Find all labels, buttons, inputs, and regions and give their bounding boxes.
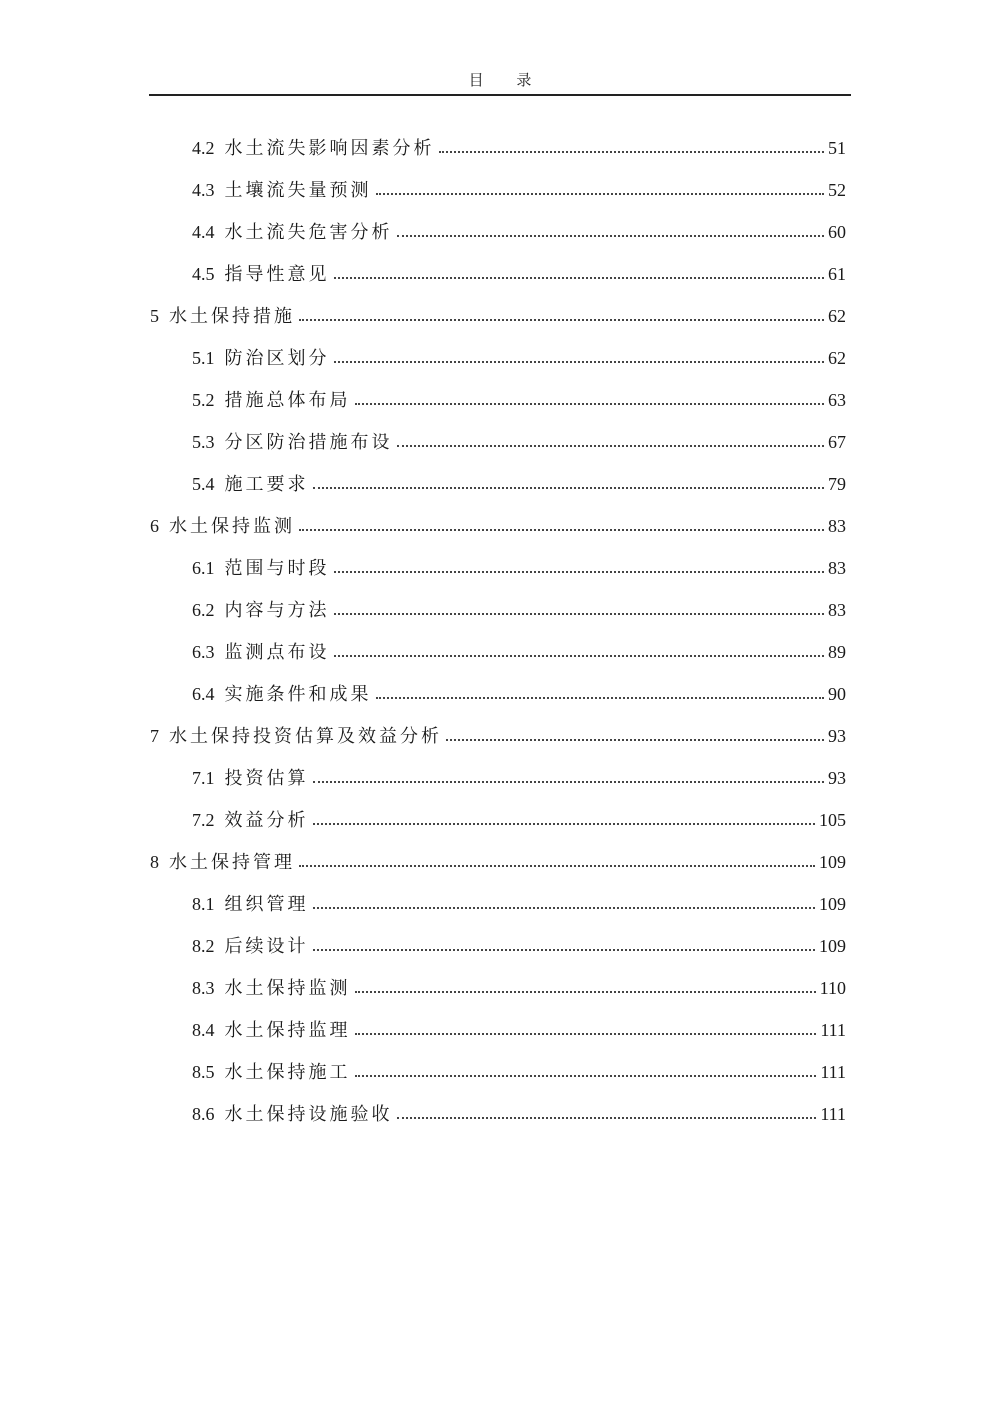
toc-entry-number: 8.5 [192,1062,215,1082]
toc-dot-leader [334,613,825,615]
toc-entry-page: 90 [828,684,846,704]
toc-entry-title: 水土保持监理 [224,1020,351,1041]
toc-dot-leader [376,193,825,195]
toc-dot-leader [299,529,824,531]
toc-entry-number: 6.3 [192,642,215,662]
toc-entry-number: 5 [150,306,159,326]
toc-entry-number: 8.6 [192,1104,215,1124]
toc-entry[interactable] [192,1093,846,1135]
toc-entry-title: 效益分析 [224,810,309,831]
toc-dot-leader [397,235,825,237]
toc-entry-number: 7.2 [192,810,215,830]
toc-entry[interactable] [192,799,846,841]
toc-entry-number: 8 [150,852,159,872]
toc-entry-title: 实施条件和成果 [224,684,372,705]
toc-entry-page: 62 [828,306,846,326]
toc-dot-leader [313,907,816,909]
toc-entry-title: 水土流失危害分析 [224,222,393,243]
toc-entry[interactable] [150,715,846,757]
toc-entry-title: 水土保持监测 [169,516,295,537]
toc-entry-page: 89 [828,642,846,662]
toc-entry-number: 8.2 [192,936,215,956]
toc-entry-page: 63 [828,390,846,410]
toc-dot-leader [355,1075,817,1077]
toc-entry[interactable] [150,841,846,883]
toc-entry-number: 5.3 [192,432,215,452]
toc-entry-number: 7 [150,726,159,746]
toc-entry-page: 93 [828,726,846,746]
toc-entry[interactable] [192,589,846,631]
toc-dot-leader [313,949,816,951]
toc-dot-leader [299,319,824,321]
toc-entry-number: 5.1 [192,348,215,368]
toc-entry-title: 水土保持监测 [224,978,351,999]
toc-dot-leader [299,865,815,867]
toc-entry-title: 水土保持管理 [169,852,295,873]
toc-entry[interactable] [192,211,846,253]
toc-entry[interactable] [192,673,846,715]
toc-entry-page: 61 [828,264,846,284]
toc-entry-page: 52 [828,180,846,200]
toc-dot-leader [313,823,816,825]
page-header [149,66,851,96]
toc-entry-page: 111 [820,1062,846,1082]
toc-entry[interactable] [192,883,846,925]
toc-dot-leader [376,697,825,699]
toc-entry-page: 67 [828,432,846,452]
toc-entry[interactable] [150,505,846,547]
toc-entry-title: 防治区划分 [224,348,330,369]
toc-entry[interactable] [192,757,846,799]
toc-dot-leader [397,445,825,447]
toc-entry-page: 83 [828,600,846,620]
toc-entry-title: 措施总体布局 [224,390,351,411]
toc-entry-number: 5.4 [192,474,215,494]
toc-entry[interactable] [192,967,846,1009]
toc-entry-page: 93 [828,768,846,788]
toc-entry-title: 分区防治措施布设 [224,432,393,453]
toc-entry-number: 6.2 [192,600,215,620]
toc-entry-number: 8.3 [192,978,215,998]
toc-entry-number: 5.2 [192,390,215,410]
toc-entry-title: 水土流失影响因素分析 [224,138,435,159]
toc-entry-title: 水土保持施工 [224,1062,351,1083]
toc-dot-leader [334,655,825,657]
toc-entry-page: 111 [820,1104,846,1124]
toc-entry-page: 109 [819,894,846,914]
toc-entry-page: 83 [828,558,846,578]
toc-dot-leader [313,487,825,489]
toc-entry-title: 水土保持措施 [169,306,295,327]
toc-entry[interactable] [192,547,846,589]
toc-entry-number: 7.1 [192,768,215,788]
toc-dot-leader [397,1117,817,1119]
toc-entry-number: 6.1 [192,558,215,578]
toc-entry-title: 水土保持设施验收 [224,1104,393,1125]
toc-entry-number: 8.1 [192,894,215,914]
toc-entry-title: 范围与时段 [224,558,330,579]
toc-entry-number: 8.4 [192,1020,215,1040]
toc-entry[interactable] [192,1051,846,1093]
toc-entry[interactable] [192,925,846,967]
toc-entry-number: 4.5 [192,264,215,284]
toc-entry-page: 83 [828,516,846,536]
toc-entry[interactable] [192,421,846,463]
toc-entry-number: 6.4 [192,684,215,704]
toc-entry-page: 62 [828,348,846,368]
toc-entry-title: 指导性意见 [224,264,330,285]
toc-dot-leader [334,361,825,363]
toc-entry-page: 79 [828,474,846,494]
toc-dot-leader [334,571,825,573]
toc-entry[interactable] [192,1009,846,1051]
toc-entry-number: 4.2 [192,138,215,158]
toc-entry-title: 后续设计 [224,936,309,957]
toc-dot-leader [313,781,825,783]
toc-dot-leader [446,739,824,741]
toc-entry-page: 111 [820,1020,846,1040]
page-title: 目 录 [468,71,546,89]
toc-entry-title: 内容与方法 [224,600,330,621]
toc-entry[interactable] [192,631,846,673]
toc-entry[interactable] [192,463,846,505]
toc-entry-number: 6 [150,516,159,536]
toc-entry-page: 110 [819,978,846,998]
toc-entry-page: 109 [819,852,846,872]
toc-entry[interactable] [192,169,846,211]
toc-dot-leader [355,1033,817,1035]
toc-entry-page: 109 [819,936,846,956]
toc-entry[interactable] [192,253,846,295]
toc-entry-title: 施工要求 [224,474,309,495]
toc-entry-title: 组织管理 [224,894,309,915]
toc-dot-leader [439,151,825,153]
toc-entry-page: 60 [828,222,846,242]
toc-dot-leader [355,403,825,405]
toc-entry-number: 4.3 [192,180,215,200]
toc-entry[interactable] [192,337,846,379]
toc-dot-leader [355,991,816,993]
toc-entry-title: 投资估算 [224,768,309,789]
toc-entry[interactable] [192,379,846,421]
toc-dot-leader [334,277,825,279]
toc-entry-title: 土壤流失量预测 [224,180,372,201]
toc-entry-title: 水土保持投资估算及效益分析 [169,726,442,747]
toc-entry-title: 监测点布设 [224,642,330,663]
toc-entry-number: 4.4 [192,222,215,242]
toc-entry[interactable] [192,127,846,169]
toc-entry-page: 51 [828,138,846,158]
toc-entry-page: 105 [819,810,846,830]
toc-entry[interactable] [150,295,846,337]
